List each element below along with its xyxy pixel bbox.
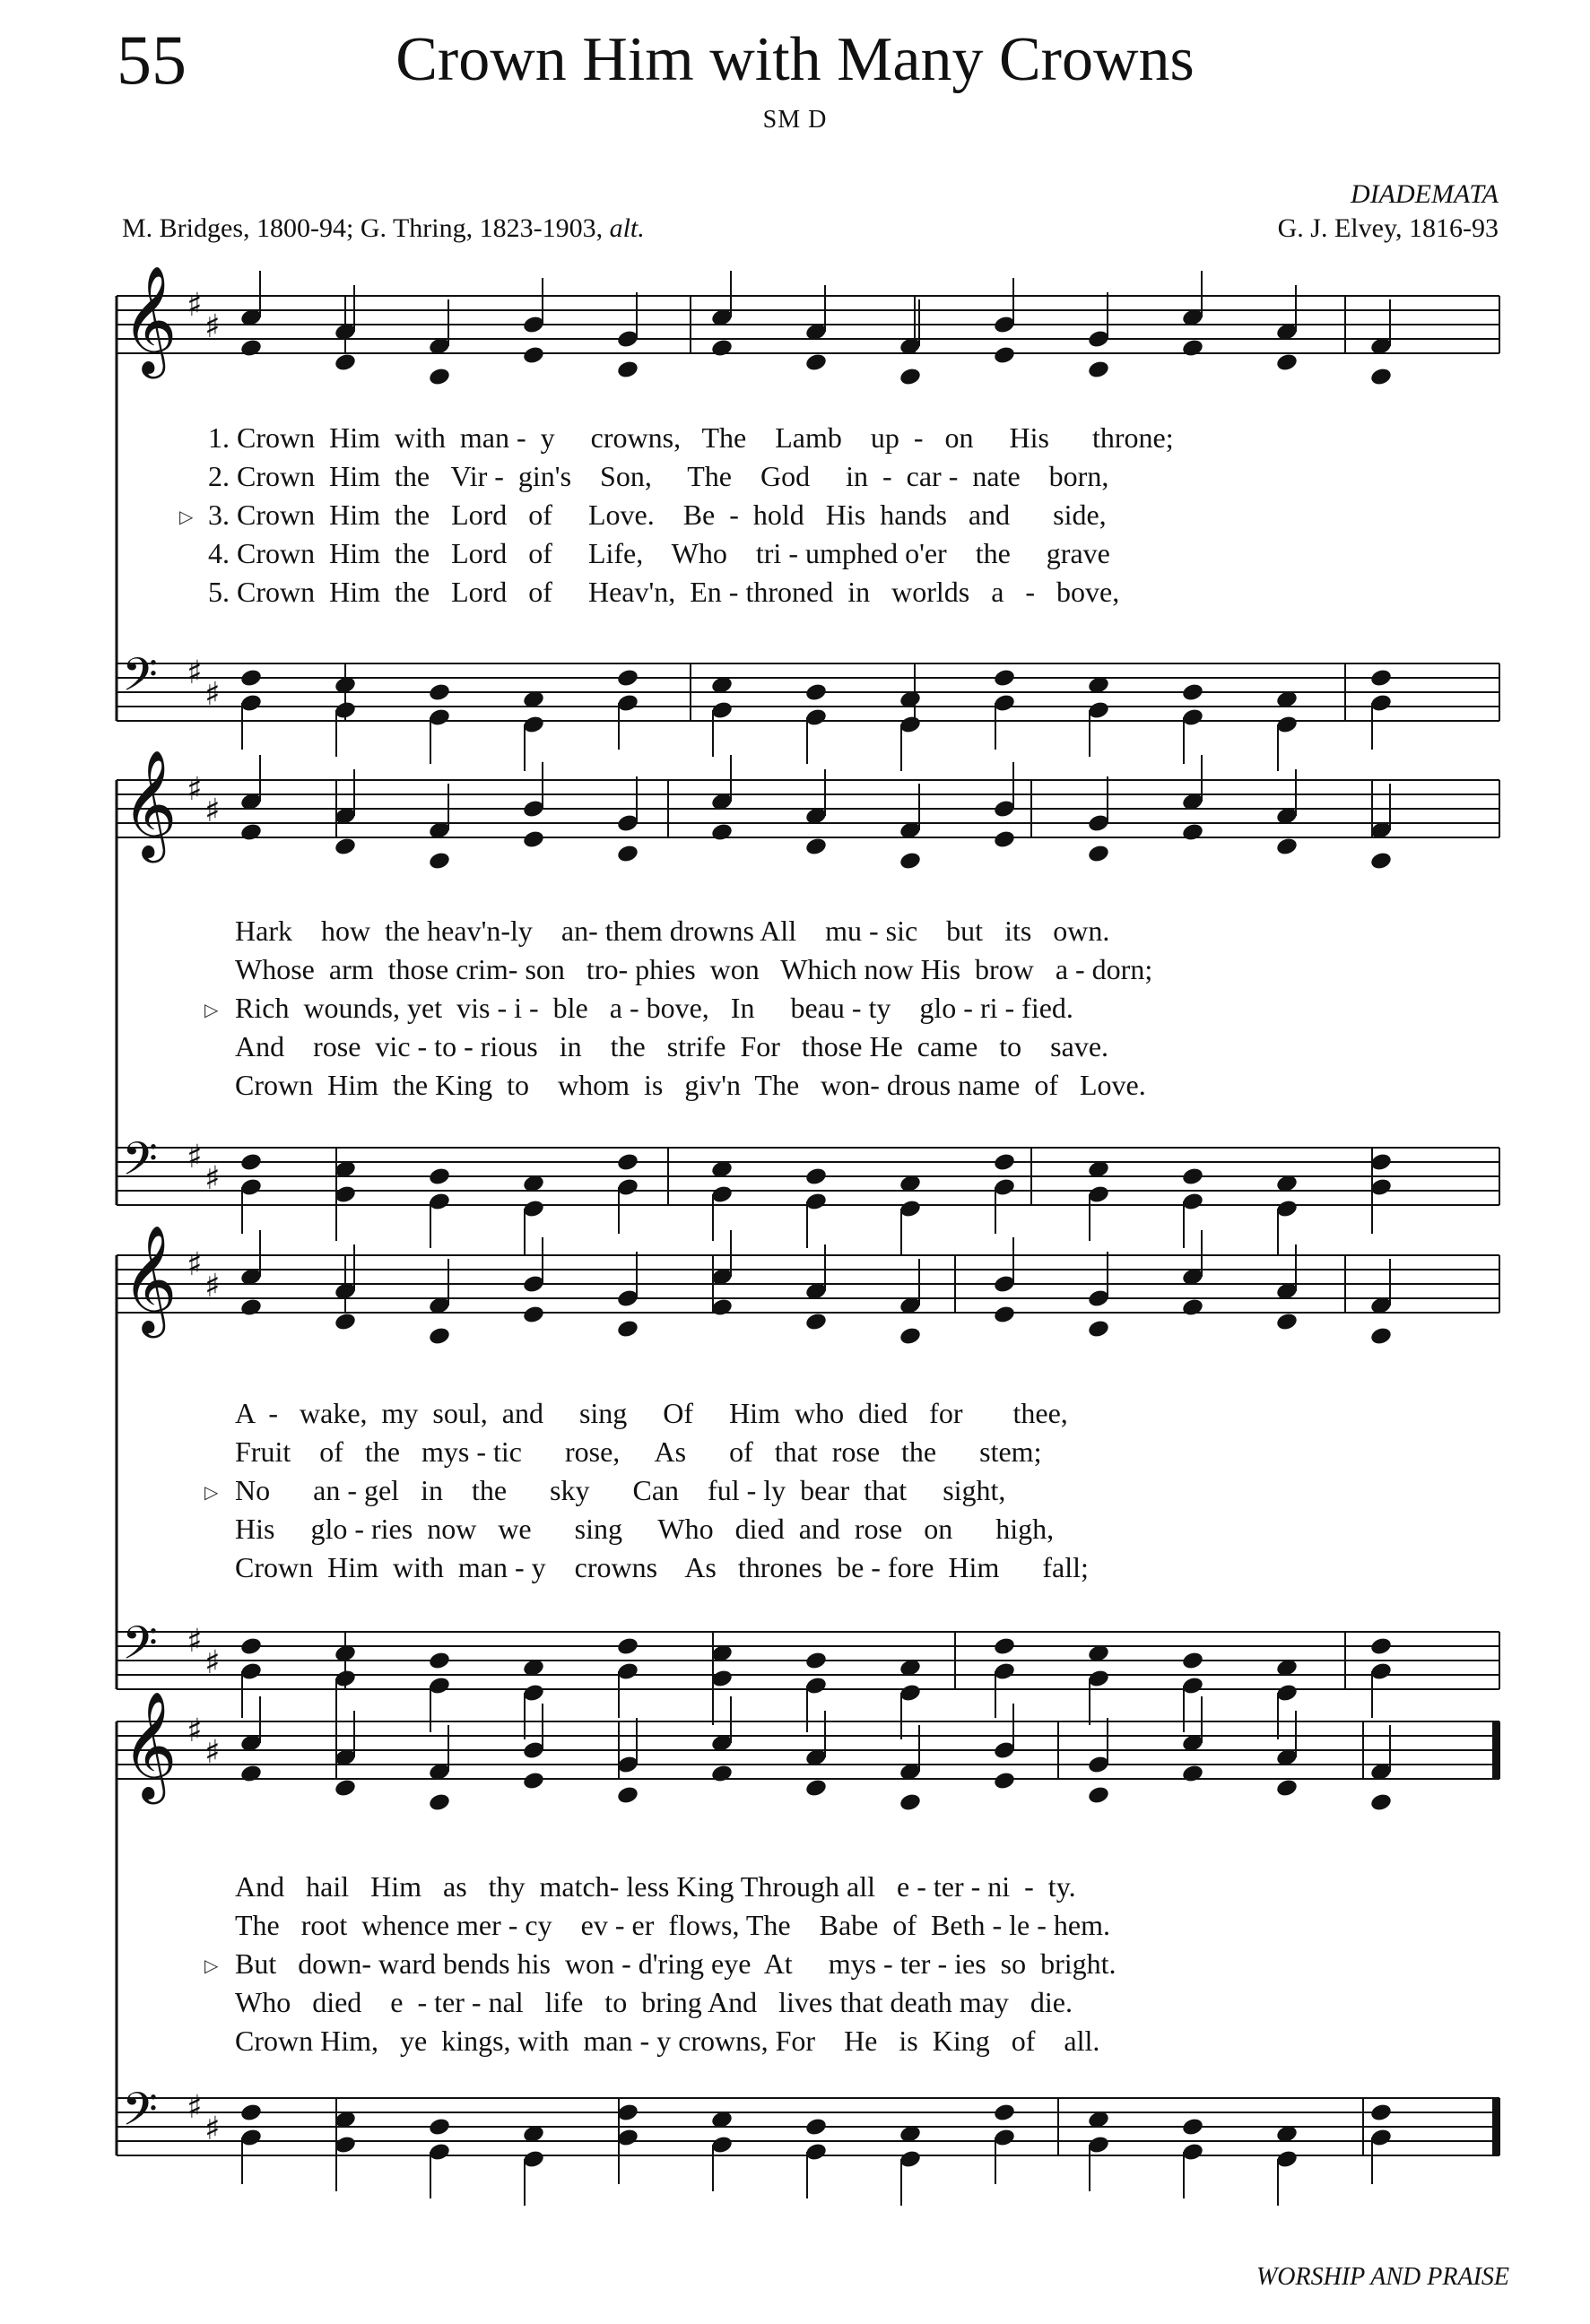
- sharp-icon: ♯: [204, 676, 221, 713]
- hymn-title: Crown Him with Many Crowns: [395, 25, 1195, 94]
- note-head-icon: [710, 338, 734, 359]
- sharp-icon: ♯: [187, 1623, 203, 1660]
- triangle-marker-icon: ▷: [204, 1483, 219, 1503]
- final-bar: [1492, 2098, 1499, 2155]
- note-head-icon: [899, 1792, 922, 1813]
- note-head-icon: [899, 367, 922, 387]
- note-head-icon: [804, 2117, 828, 2138]
- note-head-icon: [1369, 1792, 1393, 1813]
- verse-line: Crown Him, ye kings, with man - y crowns, For He is King of all.: [235, 2025, 1100, 2057]
- note-head-icon: [804, 682, 828, 703]
- note-head-icon: [1087, 360, 1110, 380]
- note-head-icon: [993, 1636, 1016, 1657]
- treble-clef-icon: 𝄞: [122, 1224, 178, 1333]
- note-head-icon: [428, 1166, 451, 1187]
- sharp-icon: ♯: [204, 793, 221, 829]
- note-head-icon: [993, 1771, 1016, 1791]
- note-head-icon: [616, 360, 639, 380]
- note-head-icon: [1275, 352, 1299, 373]
- sharp-icon: ♯: [187, 771, 203, 808]
- verse-line: Hark how the heav'n-ly an- them drowns All mu - sic but its own.: [235, 915, 1110, 947]
- note-head-icon: [239, 1152, 263, 1173]
- note-head-icon: [522, 1305, 545, 1325]
- meter: SM D: [762, 106, 828, 134]
- note-head-icon: [1369, 668, 1393, 689]
- treble-clef-icon: 𝄞: [122, 264, 178, 374]
- note-head-icon: [428, 682, 451, 703]
- verse-line: The root whence mer - cy ev - er flows, The Babe of Beth - le - hem.: [235, 1909, 1110, 1941]
- note-head-icon: [1181, 682, 1204, 703]
- note-head-icon: [616, 844, 639, 864]
- verse-line: 1. Crown Him with man - y crowns, The Lamb up - on His throne;: [208, 421, 1174, 454]
- note-head-icon: [616, 1152, 639, 1173]
- bass-clef-icon: 𝄢: [122, 1132, 158, 1197]
- verse-line: Crown Him the King to whom is giv'n The won- drous name of Love.: [235, 1069, 1146, 1101]
- note-head-icon: [899, 1326, 922, 1347]
- triangle-marker-icon: ▷: [204, 1001, 219, 1020]
- sharp-icon: ♯: [204, 1734, 221, 1771]
- sharp-icon: ♯: [204, 308, 221, 345]
- note-head-icon: [1275, 1778, 1299, 1799]
- verse-line: No an - gel in the sky Can ful - ly bear that sight,: [235, 1474, 1006, 1506]
- verse-line: A - wake, my soul, and sing Of Him who died for thee,: [235, 1397, 1068, 1429]
- sharp-icon: ♯: [187, 287, 203, 324]
- note-head-icon: [1369, 1636, 1393, 1657]
- note-head-icon: [993, 2103, 1016, 2123]
- note-head-icon: [993, 1152, 1016, 1173]
- verse-line: Who died e - ter - nal life to bring And lives that death may die.: [235, 1986, 1073, 2018]
- note-head-icon: [804, 837, 828, 857]
- verse-line: Fruit of the mys - tic rose, As of that rose the stem;: [235, 1435, 1042, 1468]
- note-head-icon: [522, 829, 545, 850]
- note-head-icon: [993, 345, 1016, 366]
- sharp-icon: ♯: [187, 1246, 203, 1283]
- verse-line: 2. Crown Him the Vir - gin's Son, The God in - car - nate born,: [208, 460, 1109, 492]
- verse-line: Crown Him with man - y crowns As thrones be - fore Him fall;: [235, 1551, 1089, 1583]
- final-bar: [1492, 1721, 1499, 1779]
- treble-clef-icon: 𝄞: [122, 1690, 178, 1799]
- note-head-icon: [1087, 844, 1110, 864]
- note-head-icon: [1181, 2117, 1204, 2138]
- note-head-icon: [334, 837, 357, 857]
- note-head-icon: [239, 822, 263, 843]
- bass-clef-icon: 𝄢: [122, 647, 158, 713]
- note-head-icon: [993, 668, 1016, 689]
- note-head-icon: [1275, 837, 1299, 857]
- verse-line: And rose vic - to - rious in the strife For those He came to save.: [235, 1030, 1109, 1062]
- note-head-icon: [239, 1636, 263, 1657]
- note-head-icon: [1181, 1297, 1204, 1318]
- note-head-icon: [428, 1792, 451, 1813]
- note-head-icon: [522, 345, 545, 366]
- sharp-icon: ♯: [204, 1160, 221, 1197]
- note-head-icon: [428, 851, 451, 872]
- verse-line: 4. Crown Him the Lord of Life, Who tri - umphed o'er the grave: [208, 537, 1110, 569]
- hymn-number: 55: [117, 21, 187, 99]
- verse-line: Whose arm those crim- son tro- phies won Which now His brow a - dorn;: [235, 953, 1153, 985]
- verse-line: And hail Him as thy match- less King Through all e - ter - ni - ty.: [235, 1870, 1076, 1903]
- note-head-icon: [239, 1297, 263, 1318]
- note-head-icon: [239, 1764, 263, 1784]
- verse-line: But down- ward bends his won - d'ring eye At mys - ter - ies so bright.: [235, 1947, 1116, 1980]
- triangle-marker-icon: ▷: [204, 1956, 219, 1976]
- bass-clef-icon: 𝄢: [122, 1616, 158, 1681]
- note-head-icon: [804, 352, 828, 373]
- verse-line: His glo - ries now we sing Who died and rose on high,: [235, 1513, 1055, 1545]
- note-head-icon: [1369, 2103, 1393, 2123]
- sharp-icon: ♯: [204, 1268, 221, 1305]
- note-head-icon: [710, 822, 734, 843]
- sharp-icon: ♯: [187, 1713, 203, 1749]
- source-credit: WORSHIP AND PRAISE: [1255, 2263, 1509, 2291]
- note-head-icon: [1369, 367, 1393, 387]
- note-head-icon: [804, 1651, 828, 1671]
- note-head-icon: [239, 338, 263, 359]
- note-head-icon: [239, 668, 263, 689]
- note-head-icon: [616, 1636, 639, 1657]
- note-head-icon: [1087, 1785, 1110, 1806]
- note-head-icon: [1181, 822, 1204, 843]
- sharp-icon: ♯: [204, 2111, 221, 2147]
- note-head-icon: [1087, 1319, 1110, 1340]
- note-head-icon: [334, 352, 357, 373]
- note-head-icon: [428, 1326, 451, 1347]
- note-head-icon: [804, 1778, 828, 1799]
- note-head-icon: [1181, 1166, 1204, 1187]
- note-head-icon: [616, 1785, 639, 1806]
- note-head-icon: [993, 829, 1016, 850]
- composer-credit: G. J. Elvey, 1816-93: [1277, 213, 1499, 243]
- note-head-icon: [804, 1312, 828, 1332]
- sharp-icon: ♯: [204, 1644, 221, 1681]
- verse-line: Rich wounds, yet vis - i - ble a - bove, In beau - ty glo - ri - fied.: [235, 992, 1073, 1024]
- note-head-icon: [1275, 1312, 1299, 1332]
- note-head-icon: [616, 668, 639, 689]
- tune-name: DIADEMATA: [1351, 179, 1499, 209]
- verse-line: 5. Crown Him the Lord of Heav'n, En - throned in worlds a - bove,: [208, 576, 1120, 608]
- sharp-icon: ♯: [187, 655, 203, 691]
- note-head-icon: [993, 1305, 1016, 1325]
- triangle-marker-icon: ▷: [179, 507, 194, 527]
- note-head-icon: [428, 1651, 451, 1671]
- author-names: M. Bridges, 1800-94; G. Thring, 1823-1903,: [122, 213, 604, 243]
- note-head-icon: [804, 1166, 828, 1187]
- note-head-icon: [1181, 1651, 1204, 1671]
- note-head-icon: [1369, 1326, 1393, 1347]
- note-head-icon: [710, 1764, 734, 1784]
- sharp-icon: ♯: [187, 2089, 203, 2126]
- note-head-icon: [334, 1778, 357, 1799]
- note-head-icon: [1181, 1764, 1204, 1784]
- note-head-icon: [239, 2103, 263, 2123]
- note-head-icon: [522, 1771, 545, 1791]
- treble-clef-icon: 𝄞: [122, 749, 178, 858]
- author-alt-note: alt.: [609, 213, 645, 243]
- note-head-icon: [1369, 851, 1393, 872]
- sharp-icon: ♯: [187, 1139, 203, 1175]
- note-head-icon: [1181, 338, 1204, 359]
- note-head-icon: [428, 367, 451, 387]
- note-head-icon: [334, 1312, 357, 1332]
- verse-line: 3. Crown Him the Lord of Love. Be - hold His hands and side,: [208, 499, 1107, 531]
- note-head-icon: [428, 2117, 451, 2138]
- note-head-icon: [616, 1319, 639, 1340]
- bass-clef-icon: 𝄢: [122, 2082, 158, 2147]
- note-head-icon: [899, 851, 922, 872]
